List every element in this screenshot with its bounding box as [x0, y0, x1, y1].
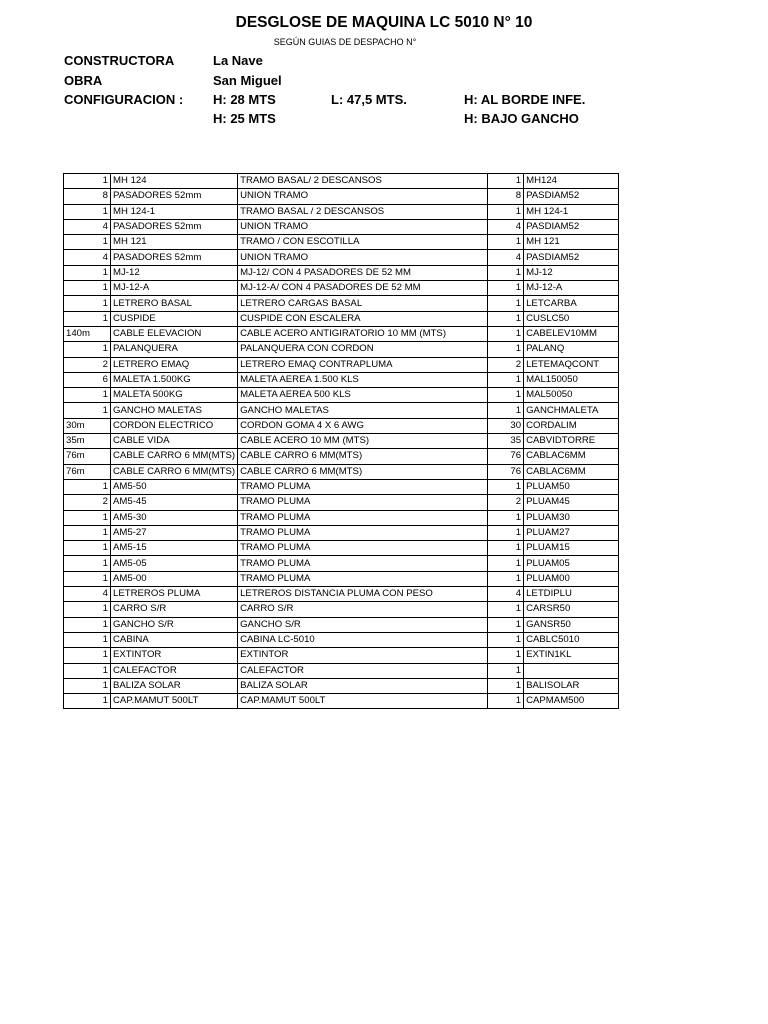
item-code-cell: PLUAM15 [524, 541, 619, 556]
item-code-cell: LETCARBA [524, 296, 619, 311]
item-name-cell: AM5-45 [111, 495, 238, 510]
description-cell: TRAMO BASAL / 2 DESCANSOS [238, 204, 488, 219]
item-name-cell: CARRO S/R [111, 602, 238, 617]
dispatch-qty-cell: 1 [488, 204, 524, 219]
description-cell: CAP.MAMUT 500LT [238, 694, 488, 709]
qty-cell: 1 [64, 541, 111, 556]
qty-cell: 1 [64, 571, 111, 586]
qty-cell: 1 [64, 311, 111, 326]
dispatch-qty-cell: 1 [488, 541, 524, 556]
description-cell: TRAMO PLUMA [238, 510, 488, 525]
qty-cell: 35m [64, 434, 111, 449]
description-cell: TRAMO PLUMA [238, 556, 488, 571]
item-code-cell: CAPMAM500 [524, 694, 619, 709]
table-row [64, 204, 619, 219]
dispatch-qty-cell: 35 [488, 434, 524, 449]
item-code-cell: BALISOLAR [524, 678, 619, 693]
item-code-cell: MJ-12 [524, 265, 619, 280]
qty-cell: 1 [64, 479, 111, 494]
item-code-cell: CABELEV10MM [524, 326, 619, 341]
item-code-cell: CABLAC6MM [524, 449, 619, 464]
description-cell: MJ-12-A/ CON 4 PASADORES DE 52 MM [238, 281, 488, 296]
dispatch-qty-cell: 1 [488, 281, 524, 296]
table-row [64, 281, 619, 296]
item-name-cell: GANCHO MALETAS [111, 403, 238, 418]
description-cell: CARRO S/R [238, 602, 488, 617]
description-cell: TRAMO PLUMA [238, 479, 488, 494]
height-value-2: H: 25 MTS [213, 111, 276, 126]
item-name-cell: CABLE CARRO 6 MM(MTS) [111, 464, 238, 479]
dispatch-qty-cell: 1 [488, 296, 524, 311]
table-row [64, 587, 619, 602]
table-row [64, 648, 619, 663]
table-row [64, 357, 619, 372]
qty-cell: 6 [64, 372, 111, 387]
dispatch-qty-cell: 1 [488, 525, 524, 540]
table-row [64, 663, 619, 678]
dispatch-qty-cell: 4 [488, 219, 524, 234]
qty-cell: 1 [64, 648, 111, 663]
table-row [64, 694, 619, 709]
qty-cell: 1 [64, 678, 111, 693]
description-cell: MALETA AEREA 1.500 KLS [238, 372, 488, 387]
item-code-cell: CABLAC6MM [524, 464, 619, 479]
item-code-cell: PASDIAM52 [524, 189, 619, 204]
dispatch-qty-cell: 1 [488, 342, 524, 357]
description-cell: LETRERO EMAQ CONTRAPLUMA [238, 357, 488, 372]
qty-cell: 4 [64, 219, 111, 234]
qty-cell: 2 [64, 495, 111, 510]
dispatch-qty-cell: 2 [488, 495, 524, 510]
description-cell: TRAMO PLUMA [238, 525, 488, 540]
table-row [64, 388, 619, 403]
dispatch-qty-cell: 1 [488, 571, 524, 586]
item-name-cell: AM5-05 [111, 556, 238, 571]
qty-cell: 76m [64, 449, 111, 464]
dispatch-qty-cell: 1 [488, 632, 524, 647]
description-cell: PALANQUERA CON CORDON [238, 342, 488, 357]
item-name-cell: MALETA 1.500KG [111, 372, 238, 387]
qty-cell: 1 [64, 204, 111, 219]
table-row [64, 678, 619, 693]
dispatch-qty-cell: 1 [488, 174, 524, 189]
table-row [64, 632, 619, 647]
item-name-cell: MJ-12 [111, 265, 238, 280]
table-row [64, 311, 619, 326]
dispatch-qty-cell: 30 [488, 418, 524, 433]
item-name-cell: LETRERO EMAQ [111, 357, 238, 372]
item-code-cell: PLUAM05 [524, 556, 619, 571]
description-cell: TRAMO BASAL/ 2 DESCANSOS [238, 174, 488, 189]
qty-cell: 1 [64, 556, 111, 571]
configuracion-label: CONFIGURACION : [64, 92, 184, 107]
qty-cell: 1 [64, 663, 111, 678]
qty-cell: 4 [64, 587, 111, 602]
dispatch-qty-cell: 1 [488, 326, 524, 341]
dispatch-qty-cell: 1 [488, 617, 524, 632]
description-cell: TRAMO PLUMA [238, 495, 488, 510]
table-row [64, 541, 619, 556]
constructora-label: CONSTRUCTORA [64, 53, 175, 68]
item-name-cell: PASADORES 52mm [111, 219, 238, 234]
table-row [64, 495, 619, 510]
table-row [64, 174, 619, 189]
description-cell: CUSPIDE CON ESCALERA [238, 311, 488, 326]
item-name-cell: AM5-27 [111, 525, 238, 540]
table-row [64, 418, 619, 433]
item-code-cell: MH124 [524, 174, 619, 189]
qty-cell: 1 [64, 510, 111, 525]
item-name-cell: LETRERO BASAL [111, 296, 238, 311]
qty-cell: 2 [64, 357, 111, 372]
item-code-cell: PLUAM00 [524, 571, 619, 586]
height-note-gancho: H: BAJO GANCHO [464, 111, 579, 126]
item-name-cell: PASADORES 52mm [111, 189, 238, 204]
item-code-cell: MH 121 [524, 235, 619, 250]
table-row [64, 265, 619, 280]
document-title: DESGLOSE DE MAQUINA LC 5010 N° 10 [235, 14, 533, 31]
qty-cell: 1 [64, 388, 111, 403]
dispatch-qty-cell: 8 [488, 189, 524, 204]
dispatch-qty-cell: 1 [488, 510, 524, 525]
description-cell: BALIZA SOLAR [238, 678, 488, 693]
qty-cell: 1 [64, 235, 111, 250]
qty-cell: 76m [64, 464, 111, 479]
description-cell: CORDON GOMA 4 X 6 AWG [238, 418, 488, 433]
item-name-cell: CABINA [111, 632, 238, 647]
description-cell: CABLE CARRO 6 MM(MTS) [238, 449, 488, 464]
description-cell: CABLE CARRO 6 MM(MTS) [238, 464, 488, 479]
qty-cell: 30m [64, 418, 111, 433]
item-name-cell: AM5-00 [111, 571, 238, 586]
item-code-cell: MJ-12-A [524, 281, 619, 296]
table-row [64, 250, 619, 265]
table-row [64, 189, 619, 204]
item-code-cell: MAL150050 [524, 372, 619, 387]
item-code-cell: PLUAM30 [524, 510, 619, 525]
dispatch-qty-cell: 1 [488, 648, 524, 663]
description-cell: CABINA LC-5010 [238, 632, 488, 647]
dispatch-qty-cell: 1 [488, 479, 524, 494]
dispatch-qty-cell: 1 [488, 372, 524, 387]
description-cell: UNION TRAMO [238, 219, 488, 234]
table-row [64, 464, 619, 479]
dispatch-qty-cell: 1 [488, 265, 524, 280]
qty-cell: 1 [64, 296, 111, 311]
item-code-cell: CUSLC50 [524, 311, 619, 326]
item-code-cell: PASDIAM52 [524, 219, 619, 234]
item-code-cell: CABVIDTORRE [524, 434, 619, 449]
item-name-cell: CORDON ELECTRICO [111, 418, 238, 433]
dispatch-qty-cell: 1 [488, 388, 524, 403]
height-note-borde: H: AL BORDE INFE. [464, 92, 586, 107]
table-row [64, 556, 619, 571]
qty-cell: 8 [64, 189, 111, 204]
item-code-cell: LETEMAQCONT [524, 357, 619, 372]
item-code-cell: PLUAM27 [524, 525, 619, 540]
dispatch-qty-cell: 4 [488, 587, 524, 602]
constructora-value: La Nave [213, 53, 263, 68]
dispatch-qty-cell: 76 [488, 464, 524, 479]
items-table [63, 173, 619, 709]
item-code-cell: PALANQ [524, 342, 619, 357]
table-row [64, 617, 619, 632]
dispatch-qty-cell: 4 [488, 250, 524, 265]
item-code-cell: CARSR50 [524, 602, 619, 617]
table-row [64, 510, 619, 525]
table-row [64, 403, 619, 418]
table-row [64, 326, 619, 341]
table-row [64, 479, 619, 494]
description-cell: LETREROS DISTANCIA PLUMA CON PESO [238, 587, 488, 602]
item-name-cell: MH 121 [111, 235, 238, 250]
item-name-cell: CAP.MAMUT 500LT [111, 694, 238, 709]
item-name-cell: LETREROS PLUMA [111, 587, 238, 602]
description-cell: MALETA AEREA 500 KLS [238, 388, 488, 403]
qty-cell: 1 [64, 632, 111, 647]
qty-cell: 1 [64, 265, 111, 280]
qty-cell: 1 [64, 342, 111, 357]
dispatch-qty-cell: 2 [488, 357, 524, 372]
item-name-cell: AM5-15 [111, 541, 238, 556]
item-code-cell [524, 663, 619, 678]
description-cell: GANCHO S/R [238, 617, 488, 632]
item-name-cell: MJ-12-A [111, 281, 238, 296]
dispatch-qty-cell: 1 [488, 235, 524, 250]
dispatch-qty-cell: 1 [488, 556, 524, 571]
qty-cell: 1 [64, 617, 111, 632]
table-row [64, 372, 619, 387]
table-row [64, 602, 619, 617]
description-cell: MJ-12/ CON 4 PASADORES DE 52 MM [238, 265, 488, 280]
item-name-cell: AM5-30 [111, 510, 238, 525]
item-code-cell: GANCHMALETA [524, 403, 619, 418]
qty-cell: 1 [64, 602, 111, 617]
table-row [64, 296, 619, 311]
item-code-cell: PLUAM45 [524, 495, 619, 510]
item-name-cell: CABLE VIDA [111, 434, 238, 449]
item-name-cell: MH 124 [111, 174, 238, 189]
item-code-cell: MH 124-1 [524, 204, 619, 219]
item-code-cell: LETDIPLU [524, 587, 619, 602]
description-cell: EXTINTOR [238, 648, 488, 663]
item-code-cell: MAL50050 [524, 388, 619, 403]
height-value-1: H: 28 MTS [213, 92, 276, 107]
qty-cell: 1 [64, 694, 111, 709]
description-cell: CABLE ACERO 10 MM (MTS) [238, 434, 488, 449]
obra-label: OBRA [64, 73, 103, 88]
item-name-cell: PALANQUERA [111, 342, 238, 357]
table-row [64, 342, 619, 357]
description-cell: LETRERO CARGAS BASAL [238, 296, 488, 311]
dispatch-qty-cell: 1 [488, 602, 524, 617]
qty-cell: 4 [64, 250, 111, 265]
description-cell: CALEFACTOR [238, 663, 488, 678]
table-row [64, 434, 619, 449]
dispatch-qty-cell: 1 [488, 694, 524, 709]
description-cell: TRAMO PLUMA [238, 541, 488, 556]
items-table-body [64, 174, 619, 709]
table-row [64, 449, 619, 464]
item-name-cell: CUSPIDE [111, 311, 238, 326]
length-value: L: 47,5 MTS. [331, 92, 407, 107]
description-cell: UNION TRAMO [238, 250, 488, 265]
dispatch-qty-cell: 76 [488, 449, 524, 464]
qty-cell: 1 [64, 403, 111, 418]
dispatch-qty-cell: 1 [488, 403, 524, 418]
description-cell: GANCHO MALETAS [238, 403, 488, 418]
dispatch-qty-cell: 1 [488, 311, 524, 326]
item-name-cell: AM5-50 [111, 479, 238, 494]
table-row [64, 219, 619, 234]
qty-cell: 1 [64, 281, 111, 296]
table-row [64, 235, 619, 250]
table-row [64, 571, 619, 586]
item-name-cell: MALETA 500KG [111, 388, 238, 403]
qty-cell: 1 [64, 174, 111, 189]
description-cell: UNION TRAMO [238, 189, 488, 204]
document-subtitle: SEGÚN GUIAS DE DESPACHO N° [273, 37, 417, 47]
item-name-cell: CALEFACTOR [111, 663, 238, 678]
item-code-cell: CORDALIM [524, 418, 619, 433]
description-cell: TRAMO / CON ESCOTILLA [238, 235, 488, 250]
description-cell: CABLE ACERO ANTIGIRATORIO 10 MM (MTS) [238, 326, 488, 341]
obra-value: San Miguel [213, 73, 282, 88]
item-code-cell: PASDIAM52 [524, 250, 619, 265]
dispatch-qty-cell: 1 [488, 678, 524, 693]
description-cell: TRAMO PLUMA [238, 571, 488, 586]
qty-cell: 140m [64, 326, 111, 341]
item-code-cell: PLUAM50 [524, 479, 619, 494]
item-name-cell: EXTINTOR [111, 648, 238, 663]
dispatch-qty-cell: 1 [488, 663, 524, 678]
item-name-cell: GANCHO S/R [111, 617, 238, 632]
item-name-cell: CABLE ELEVACION [111, 326, 238, 341]
item-name-cell: PASADORES 52mm [111, 250, 238, 265]
qty-cell: 1 [64, 525, 111, 540]
table-row [64, 525, 619, 540]
item-code-cell: EXTIN1KL [524, 648, 619, 663]
item-name-cell: MH 124-1 [111, 204, 238, 219]
item-code-cell: CABLC5010 [524, 632, 619, 647]
item-code-cell: GANSR50 [524, 617, 619, 632]
item-name-cell: CABLE CARRO 6 MM(MTS) [111, 449, 238, 464]
item-name-cell: BALIZA SOLAR [111, 678, 238, 693]
